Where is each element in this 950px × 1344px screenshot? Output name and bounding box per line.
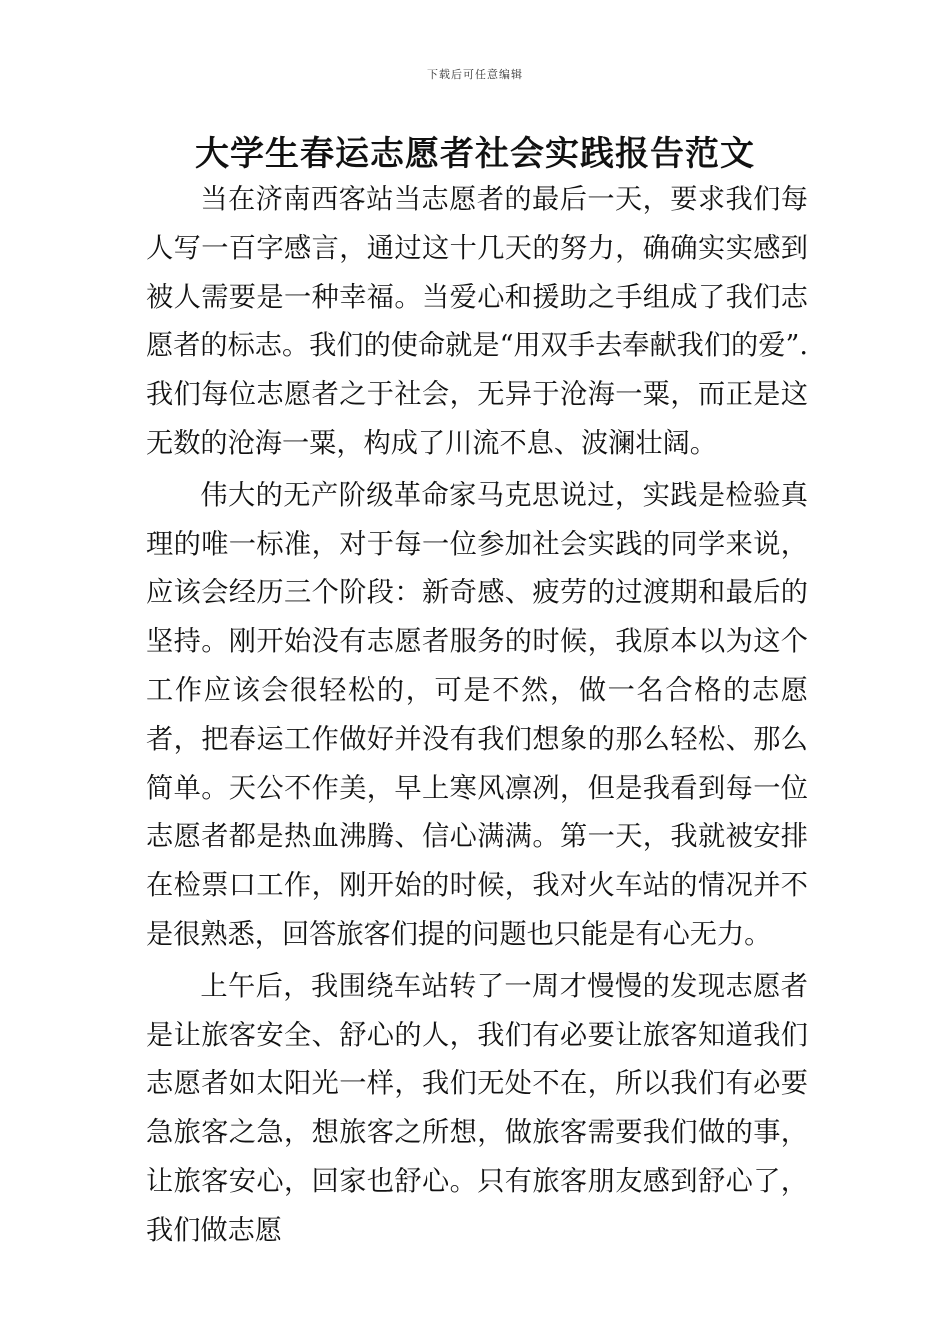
header-note: 下载后可任意编辑 (427, 68, 523, 81)
paragraph-1: 当在济南西客站当志愿者的最后一天，要求我们每人写一百字感言，通过这十几天的努力，确确实实感到被人需要是一种幸福。当爱心和援助之手组成了我们志愿者的标志。我们的使命就是“用双手去奉献我们的爱”.我们每位志愿者之于社会，无异于沧海一粟，而正是这无数的沧海一粟，构成了川流不息、波澜壮阔。 (146, 184, 808, 459)
paragraph-3: 上午后，我围绕车站转了一周才慢慢的发现志愿者是让旅客安全、舒心的人，我们有必要让旅客知道我们志愿者如太阳光一样，我们无处不在，所以我们有必要急旅客之急，想旅客之所想，做旅客需要我们做的事，让旅客安心，回家也舒心。只有旅客朋友感到舒心了，我们做志愿 (146, 970, 808, 1246)
paragraph-2: 伟大的无产阶级革命家马克思说过，实践是检验真理的唯一标准，对于每一位参加社会实践的同学来说，应该会经历三个阶段：新奇感、疲劳的过渡期和最后的坚持。刚开始没有志愿者服务的时候，我原本以为这个工作应该会很轻松的，可是不然，做一名合格的志愿者，把春运工作做好并没有我们想象的那么轻松、那么简单。天公不作美，早上寒风凛冽，但是我看到每一位志愿者都是热血沸腾、信心满满。第一天，我就被安排在检票口工作，刚开始的时候，我对火车站的情况并不是很熟悉，回答旅客们提的问题也只能是有心无力。 (146, 479, 808, 950)
document-title: 大学生春运志愿者社会实践报告范文 (195, 134, 755, 174)
document-body (146, 176, 808, 1256)
